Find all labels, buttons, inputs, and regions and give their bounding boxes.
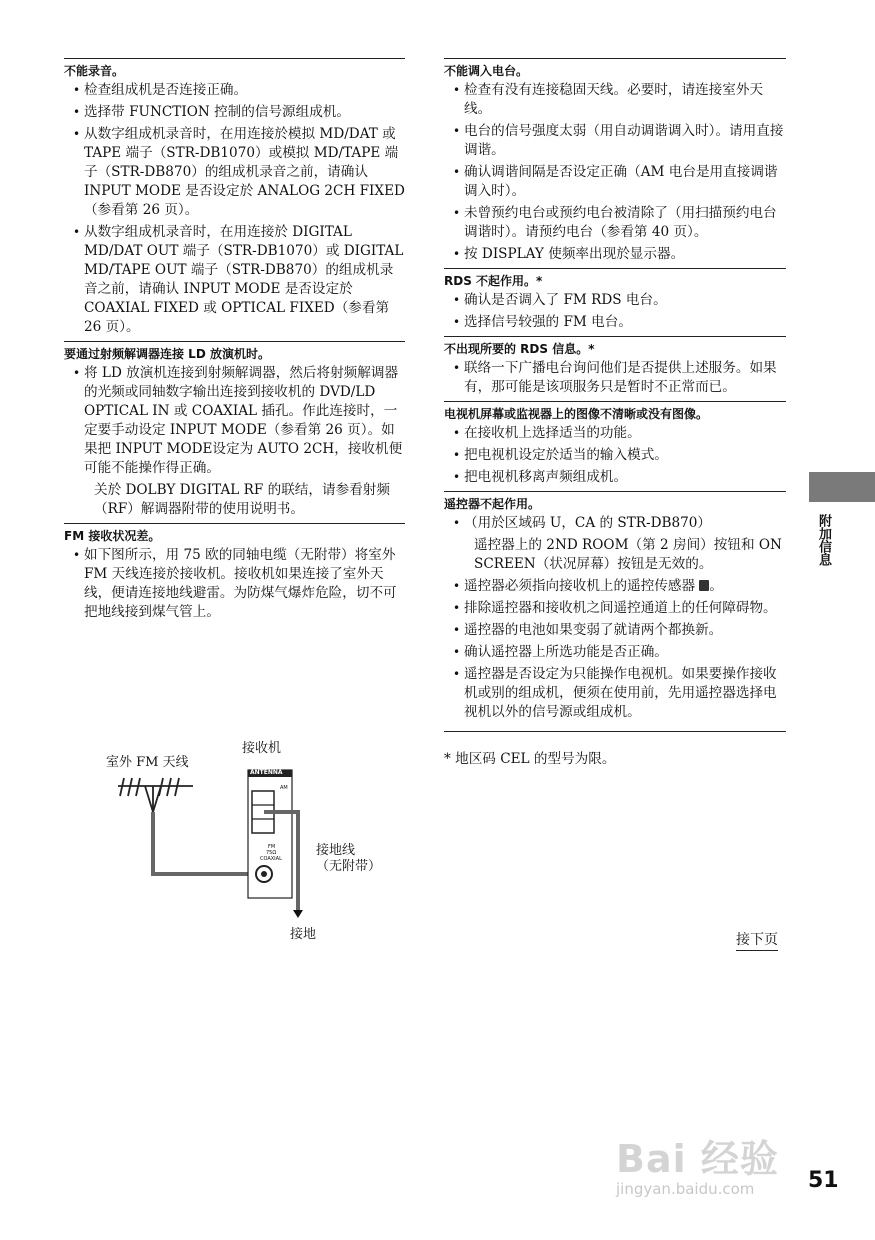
section-title: FM 接收状况差。 (64, 529, 161, 543)
list-item: • 电台的信号强度太弱（用自动调谐调入时）。请用直接调谐。 (464, 122, 786, 160)
paragraph: 遥控器上的 2ND ROOM（第 2 房间）按钮和 ON SCREEN（状况屏幕）按钮是无效的。 (474, 537, 782, 572)
ground-wire-note: （无附带） (316, 859, 382, 874)
antenna-label: 室外 FM 天线 (106, 755, 189, 770)
list-item: • 从数字组成机录音时，在用连接於模拟 MD/DAT 或 TAPE 端子（STR-DB1070）或模拟 MD/TAPE 端子（STR-DB870）的组成机录音之前，请确认 INPUT MODE 是否设定於 ANALOG 2CH FIXED（参看第 26 页）。 (84, 125, 405, 220)
side-tab-label: 附加信息 (816, 514, 831, 566)
section-title: 不出现所要的 RDS 信息。* (444, 342, 595, 356)
continue-label: 接下页 (736, 931, 778, 951)
side-tab (809, 472, 875, 502)
list-item: • 把电视机设定於适当的输入模式。 (464, 446, 786, 465)
list-item: • 如下图所示，用 75 欧的同轴电缆（无附带）将室外 FM 天线连接於接收机。接收机如果连接了室外天线，便请连接地线避雷。为防煤气爆炸危险，切不可把地线接到煤气管上。 (84, 546, 405, 622)
list-item-suffix: 。 (709, 578, 724, 594)
section-title: 遥控器不起作用。 (444, 497, 541, 511)
left-column (64, 58, 405, 626)
section-ld-connection (64, 341, 405, 519)
ground-label: 接地 (290, 927, 317, 942)
list-item: • 遥控器是否设定为只能操作电视机。如果要操作接收机或别的组成机，便须在使用前，先用遥控器选择电视机以外的信号源或组成机。 (464, 665, 786, 722)
list-item-text: 遥控器必须指向接收机上的遥控传感器 (464, 578, 696, 594)
section-fm-reception (64, 523, 405, 622)
section-cannot-record (64, 58, 405, 337)
list-item: • 把电视机移离声频组成机。 (464, 468, 786, 487)
list-item: • 检查组成机是否连接正确。 (84, 81, 405, 100)
panel-header: ANTENNA (250, 769, 283, 776)
am-label: AM (280, 785, 288, 791)
ohm-label: 75Ω (266, 850, 277, 856)
ground-arrow-icon (293, 910, 303, 918)
list-item: • 选择信号较强的 FM 电台。 (464, 313, 786, 332)
coaxial-cable (153, 812, 262, 874)
section-title: 要通过射频解调器连接 LD 放演机时。 (64, 347, 270, 361)
antenna-connection-diagram (98, 738, 398, 948)
section-tv-image (444, 401, 786, 487)
watermark-logo: Bai 经验 (616, 1137, 779, 1181)
list-item: • 联络一下广播电台询问他们是否提供上述服务。如果有，那可能是该项服务只是暂时不正常而已。 (464, 359, 786, 397)
section-title: RDS 不起作用。* (444, 274, 543, 288)
page-number: 51 (808, 1168, 839, 1193)
section-title: 电视机屏幕或监视器上的图像不清晰或没有图像。 (444, 407, 709, 421)
ground-wire-label: 接地线 (316, 843, 356, 858)
section-cannot-tune (444, 58, 786, 264)
section-title: 不能录音。 (64, 64, 125, 78)
list-item: • 排除遥控器和接收机之间遥控通道上的任何障碍物。 (464, 599, 786, 618)
fm-antenna-icon (118, 778, 193, 812)
list-item: • 在接收机上选择适当的功能。 (464, 424, 786, 443)
list-item: • 确认遥控器上所选功能是否正确。 (464, 643, 786, 662)
list-item (464, 577, 786, 596)
list-item: • 检查有没有连接稳固天线。必要时，请连接室外天线。 (464, 81, 786, 119)
paragraph: 关於 DOLBY DIGITAL RF 的联结，请参看射频（RF）解调器附带的使用说明书。 (94, 482, 390, 517)
section-remote-not-working (444, 491, 786, 732)
receiver-label: 接收机 (242, 741, 282, 756)
remote-sensor-icon (699, 580, 709, 591)
list-item: • 按 DISPLAY 使频率出现於显示器。 (464, 245, 786, 264)
section-title: 不能调入电台。 (444, 64, 529, 78)
section-rds-not-working (444, 268, 786, 332)
list-item: • 确认是否调入了 FM RDS 电台。 (464, 291, 786, 310)
list-item: • 选择带 FUNCTION 控制的信号源组成机。 (84, 103, 405, 122)
list-item: • （用於区域码 U，CA 的 STR-DB870） (464, 514, 786, 533)
list-item: • 将 LD 放演机连接到射频解调器，然后将射频解调器的光频或同轴数字输出连接到接收机的 DVD/LD OPTICAL IN 或 COAXIAL 插孔。作此连接时，一定要手动设定 INPUT MODE（参看第 26 页）。如果把 INPUT MODE设定为 AUTO 2CH，接收机便可能不能操作得正确。 (84, 364, 405, 478)
list-item: • 确认调谐间隔是否设定正确（AM 电台是用直接调谐调入时）。 (464, 163, 786, 201)
list-item: • 未曾预约电台或预约电台被清除了（用扫描预约电台调谐时）。请预约电台（参看第 40 页）。 (464, 204, 786, 242)
coaxial-label: COAXIAL (260, 856, 282, 862)
footnote: * 地区码 CEL 的型号为限。 (444, 751, 616, 767)
section-rds-info-missing (444, 336, 786, 397)
right-column (444, 58, 786, 783)
watermark-url: jingyan.baidu.com (616, 1180, 755, 1198)
list-item: • 遥控器的电池如果变弱了就请两个都换新。 (464, 621, 786, 640)
list-item: • 从数字组成机录音时，在用连接於 DIGITAL MD/DAT OUT 端子（STR-DB1070）或 DIGITAL MD/TAPE OUT 端子（STR-DB870）的组成机录音之前，请确认 INPUT MODE 是否设定於COAXIAL FIXED 或 OPTICAL FIXED（参看第 26 页）。 (84, 223, 405, 337)
fm-label: FM (268, 844, 276, 850)
